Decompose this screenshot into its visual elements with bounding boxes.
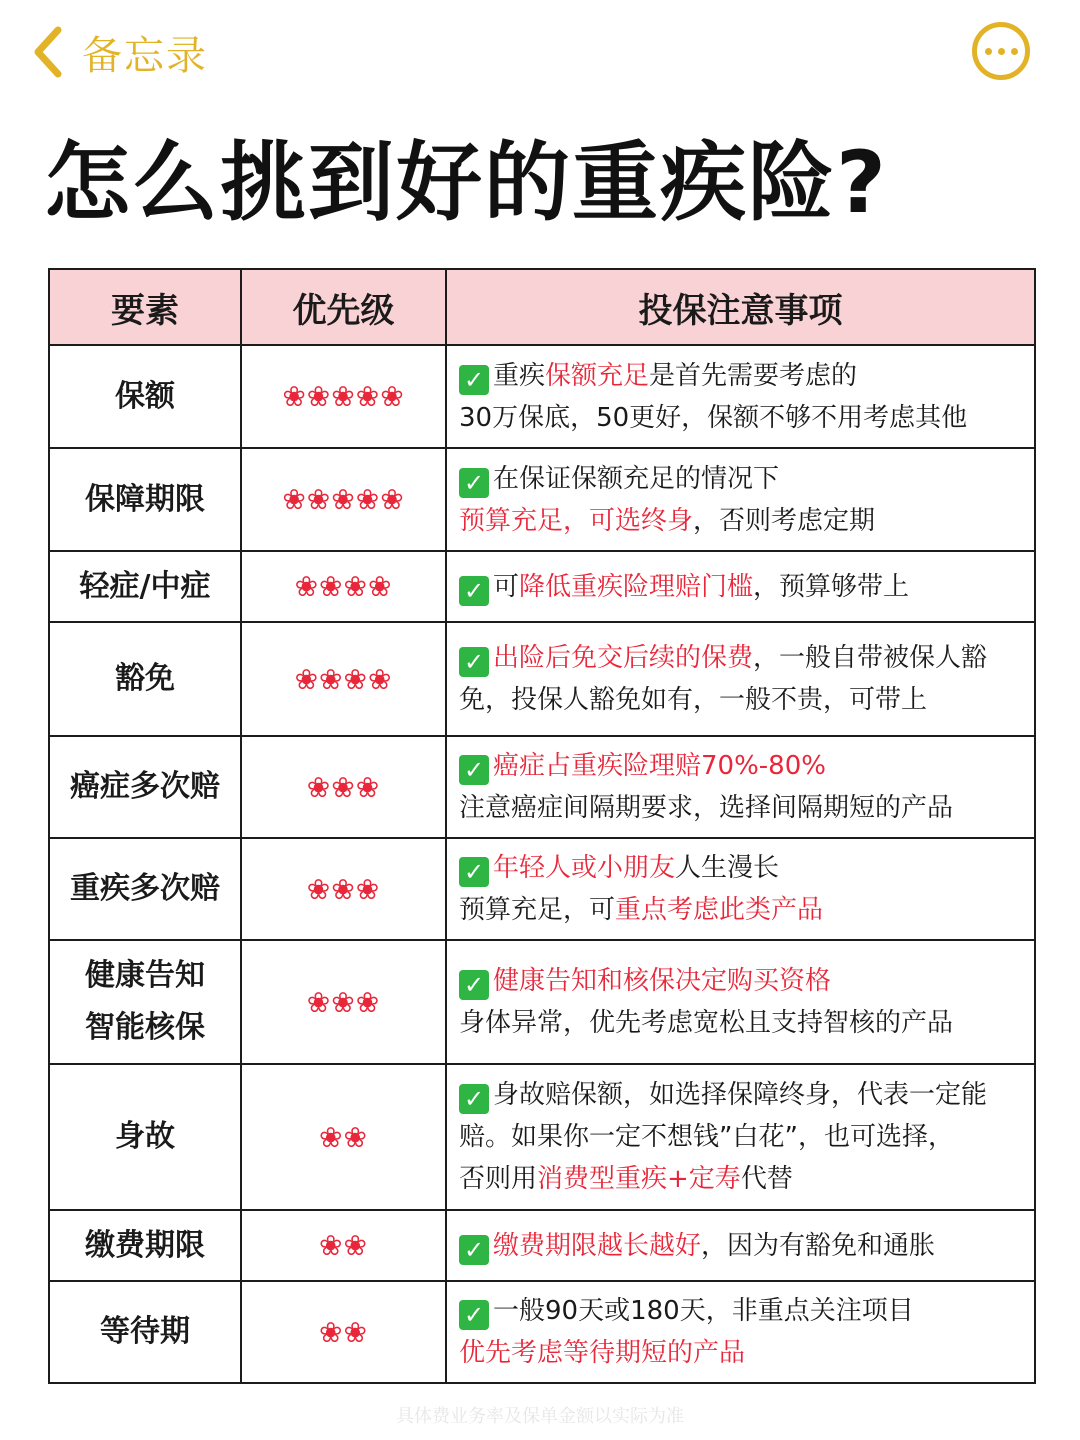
table-row xyxy=(49,1210,1035,1281)
notes-cell: ✓ 癌症占重疾险理赔70%-80% 注意癌症间隔期要求，选择间隔期短的产品 xyxy=(446,736,1035,838)
flower-icon: ❀❀❀❀ xyxy=(241,622,446,736)
navbar xyxy=(0,0,1080,104)
factor-cell: 身故 xyxy=(49,1064,241,1210)
more-horizontal-icon xyxy=(998,48,1005,55)
notes-cell: ✓ 健康告知和核保决定购买资格 身体异常，优先考虑宽松且支持智核的产品 xyxy=(446,940,1035,1064)
factor-cell: 健康告知 智能核保 xyxy=(49,940,241,1064)
notes-cell: ✓ 缴费期限越长越好，因为有豁免和通胀 xyxy=(446,1210,1035,1281)
table-header-row xyxy=(49,269,1035,345)
flower-icon: ❀❀❀❀❀ xyxy=(241,448,446,551)
table-row xyxy=(49,345,1035,448)
notes-cell: ✓ 一般90天或180天，非重点关注项目 优先考虑等待期短的产品 xyxy=(446,1281,1035,1383)
flower-icon: ❀❀❀ xyxy=(241,838,446,940)
more-horizontal-icon xyxy=(985,48,992,55)
check-box-icon: ✓ xyxy=(459,468,489,498)
factor-cell: 癌症多次赔 xyxy=(49,736,241,838)
notes-cell: ✓ 可降低重疾险理赔门槛，预算够带上 xyxy=(446,551,1035,622)
header-factor: 要素 xyxy=(49,269,241,345)
notes-cell: ✓ 出险后免交后续的保费，一般自带被保人豁 免，投保人豁免如有，一般不贵，可带上 xyxy=(446,622,1035,736)
notes-cell: ✓ 年轻人或小朋友人生漫长 预算充足，可重点考虑此类产品 xyxy=(446,838,1035,940)
flower-icon: ❀❀❀ xyxy=(241,940,446,1064)
table-row xyxy=(49,1064,1035,1210)
more-button[interactable] xyxy=(972,22,1030,80)
notes-cell: ✓ 身故赔保额，如选择保障终身，代表一定能 赔。如果你一定不想钱”白花”，也可选择， 否则用消费型重疾+定寿代替 xyxy=(446,1064,1035,1210)
table-row xyxy=(49,940,1035,1064)
header-priority: 优先级 xyxy=(241,269,446,345)
table-row xyxy=(49,551,1035,622)
header-notes: 投保注意事项 xyxy=(446,269,1035,345)
check-box-icon: ✓ xyxy=(459,857,489,887)
factor-cell: 豁免 xyxy=(49,622,241,736)
check-box-icon: ✓ xyxy=(459,647,489,677)
check-box-icon: ✓ xyxy=(459,1084,489,1114)
flower-icon: ❀❀❀❀ xyxy=(241,551,446,622)
back-label: 备忘录 xyxy=(82,32,208,79)
check-box-icon: ✓ xyxy=(459,576,489,606)
more-horizontal-icon xyxy=(1011,48,1018,55)
chevron-left-icon xyxy=(28,24,68,80)
flower-icon: ❀❀ xyxy=(241,1210,446,1281)
factor-cell: 缴费期限 xyxy=(49,1210,241,1281)
check-box-icon: ✓ xyxy=(459,365,489,395)
table-row xyxy=(49,1281,1035,1383)
table-row xyxy=(49,622,1035,736)
check-box-icon: ✓ xyxy=(459,1300,489,1330)
factor-cell: 等待期 xyxy=(49,1281,241,1383)
flower-icon: ❀❀❀❀❀ xyxy=(241,345,446,448)
notes-cell: ✓ 在保证保额充足的情况下 预算充足，可选终身，否则考虑定期 xyxy=(446,448,1035,551)
page-title: 怎么挑到好的重疾险? xyxy=(44,133,888,233)
factor-cell: 保额 xyxy=(49,345,241,448)
flower-icon: ❀❀ xyxy=(241,1281,446,1383)
factor-cell: 轻症/中症 xyxy=(49,551,241,622)
check-box-icon: ✓ xyxy=(459,755,489,785)
check-box-icon: ✓ xyxy=(459,1235,489,1265)
table-row xyxy=(49,736,1035,838)
notes-cell: ✓ 重疾保额充足是首先需要考虑的 30万保底，50更好，保额不够不用考虑其他 xyxy=(446,345,1035,448)
factor-cell: 重疾多次赔 xyxy=(49,838,241,940)
table-row xyxy=(49,838,1035,940)
check-box-icon: ✓ xyxy=(459,970,489,1000)
flower-icon: ❀❀❀ xyxy=(241,736,446,838)
factor-cell: 保障期限 xyxy=(49,448,241,551)
footer-note: 具体费业务率及保单金额以实际为准 xyxy=(396,1406,684,1427)
flower-icon: ❀❀ xyxy=(241,1064,446,1210)
table-row xyxy=(49,448,1035,551)
back-button[interactable] xyxy=(28,22,208,82)
comparison-table xyxy=(48,268,1036,1384)
